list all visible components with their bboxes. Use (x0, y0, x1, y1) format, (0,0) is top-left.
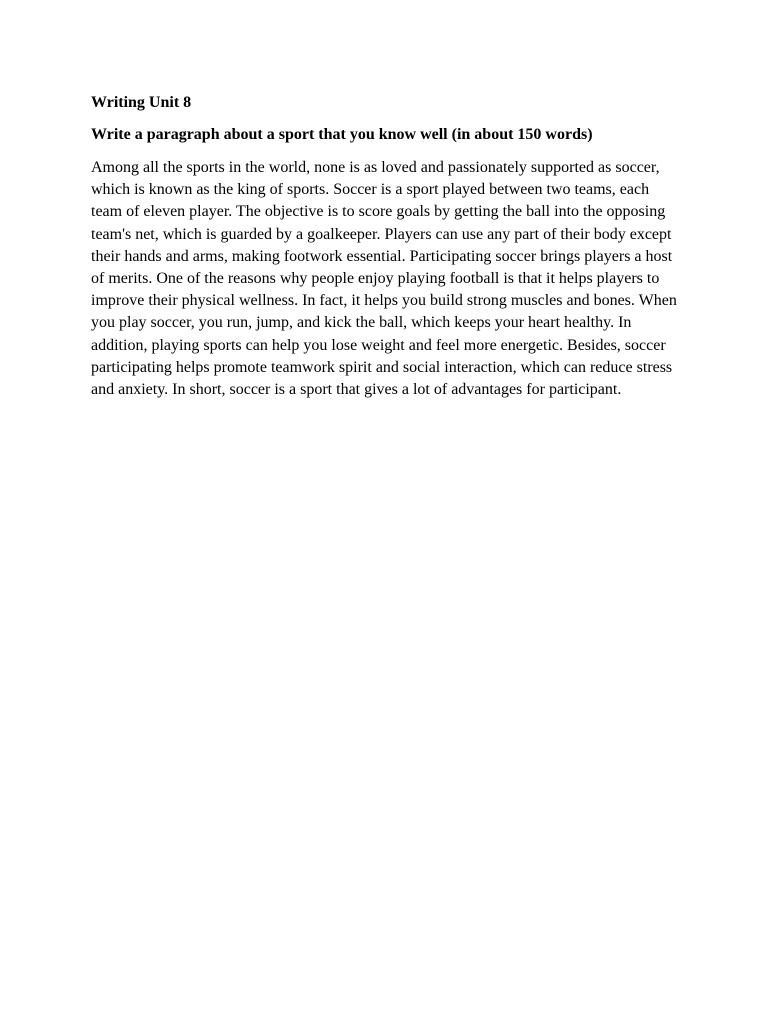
document-content (91, 92, 683, 401)
unit-title: Writing Unit 8 (91, 94, 192, 111)
essay-paragraph: Among all the sports in the world, none is as loved and passionately supported as soccer, which is known as the king of sports. Soccer is a sport played between two teams, each team of eleven player. The objective is to score goals by getting the ball into the opposing team's net, which is guarded by a goalkeeper. Players can use any part of their body except their hands and arms, making footwork essential. Participating soccer brings players a host of merits. One of the reasons why people enjoy playing football is that it helps players to improve their physical wellness. In fact, it helps you build strong muscles and bones. When you play soccer, you run, jump, and kick the ball, which keeps your heart healthy. In addition, playing sports can help you lose weight and feel more energetic. Besides, soccer participating helps promote teamwork spirit and social interaction, which can reduce stress and anxiety. In short, soccer is a sport that gives a lot of advantages for participant. (91, 159, 677, 399)
writing-prompt: Write a paragraph about a sport that you know well (in about 150 words) (91, 126, 593, 143)
